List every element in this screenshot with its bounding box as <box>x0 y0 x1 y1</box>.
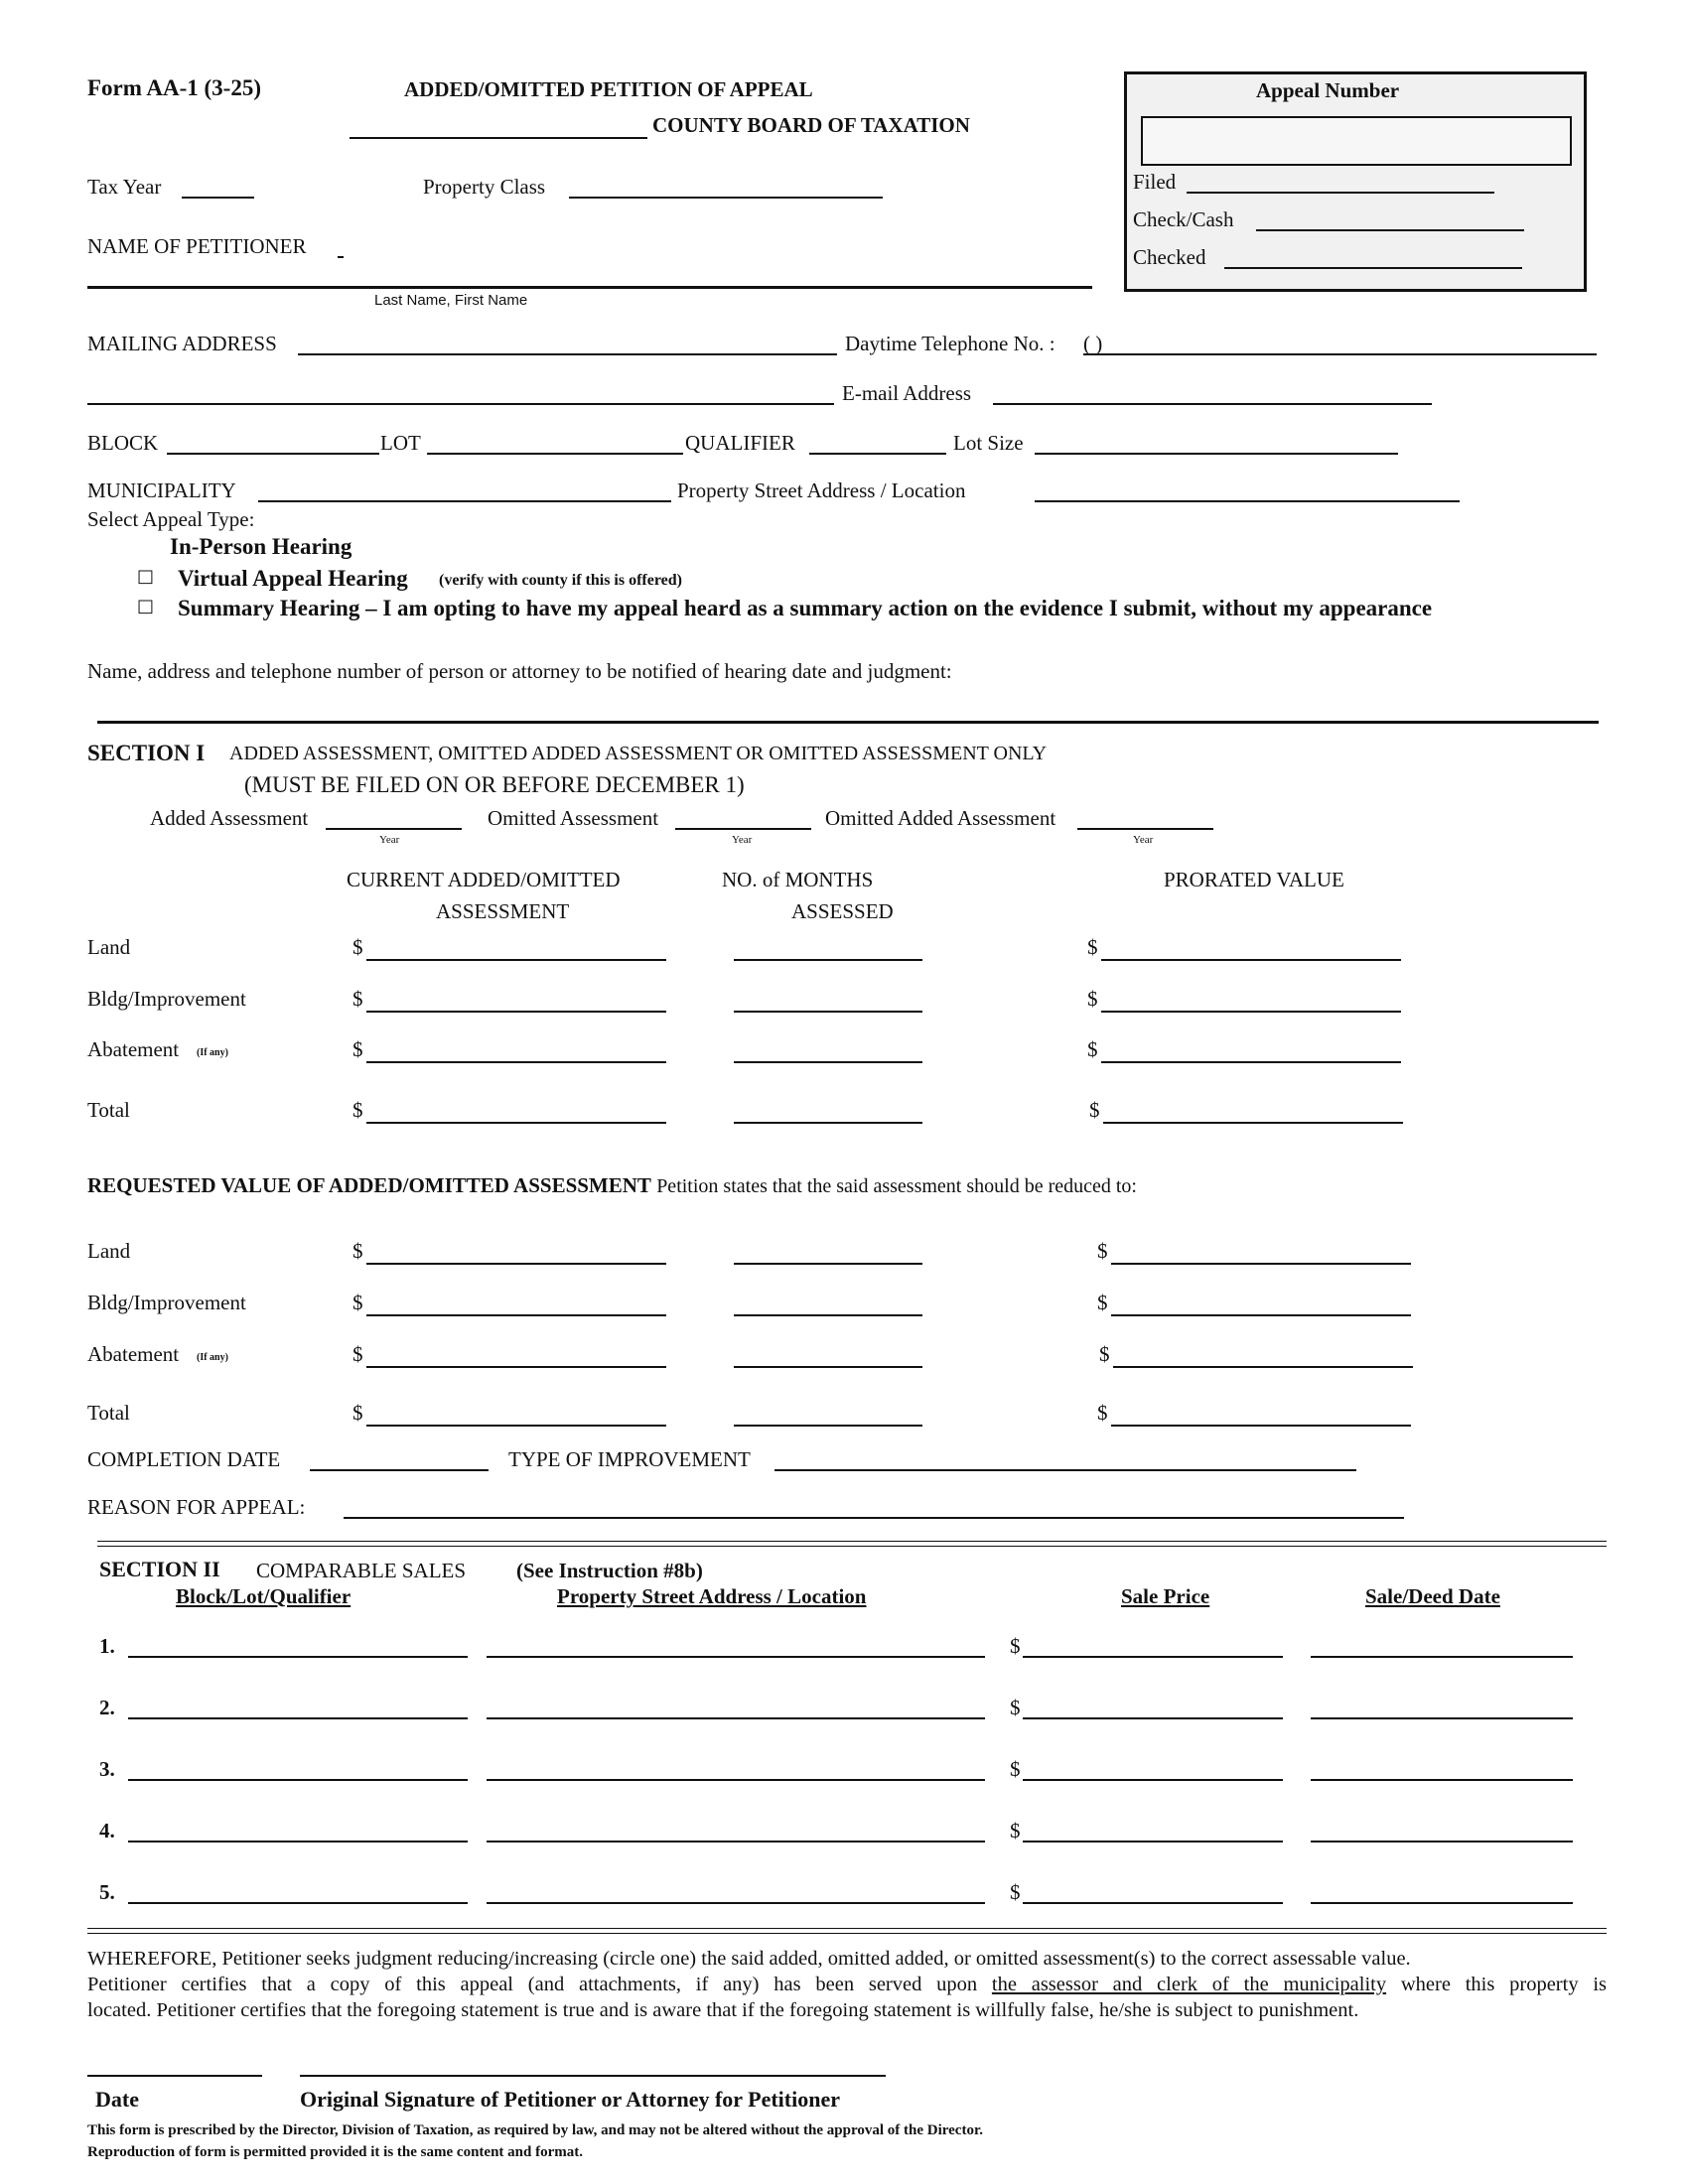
col-sale-price: Sale Price <box>1121 1584 1210 1608</box>
daytime-phone-line <box>1083 353 1597 355</box>
current-prorated-value-line[interactable] <box>1101 959 1401 961</box>
email-line <box>993 403 1432 405</box>
comparable-sale-price-line[interactable] <box>1023 1656 1283 1658</box>
comparable-dollar-sign: $ <box>1010 1757 1021 1781</box>
type-improvement-label: TYPE OF IMPROVEMENT <box>508 1447 751 1471</box>
omitted-year-line[interactable] <box>675 828 811 830</box>
current-dollar-sign: $ <box>1087 1037 1098 1061</box>
name-label-tick <box>338 256 344 258</box>
comparable-sale-price-line[interactable] <box>1023 1779 1283 1781</box>
col-months-label-1: NO. of MONTHS <box>722 868 874 891</box>
email-input[interactable] <box>993 377 1438 401</box>
checked-label: Checked <box>1133 245 1206 269</box>
name-hint: Last Name, First Name <box>374 292 528 309</box>
certification-line-1: WHEREFORE, Petitioner seeks judgment reducing/increasing (circle one) the said added, omitted added, or omitted assessment(s) to the correct assessable value. <box>87 1948 1411 1970</box>
requested-dollar-sign: $ <box>352 1401 363 1425</box>
current-months-line[interactable] <box>734 1011 922 1013</box>
street-address-line <box>1035 500 1460 502</box>
check-cash-line[interactable] <box>1256 229 1524 231</box>
lot-size-line <box>1035 453 1398 455</box>
comparable-row-number: 5. <box>99 1880 115 1904</box>
comparable-sale-price-line[interactable] <box>1023 1717 1283 1719</box>
section2-description: COMPARABLE SALES <box>256 1559 467 1582</box>
county-name-input[interactable] <box>350 105 655 135</box>
board-title: COUNTY BOARD OF TAXATION <box>652 113 970 137</box>
col-months-label-2: ASSESSED <box>791 899 894 923</box>
type-improvement-input[interactable] <box>774 1443 1362 1467</box>
current-current-value-line[interactable] <box>366 1122 666 1124</box>
section2-divider-top <box>97 1541 1607 1547</box>
reason-line <box>344 1517 1404 1519</box>
added-assessment-label: Added Assessment <box>150 806 309 830</box>
requested-prorated-value-line[interactable] <box>1111 1425 1411 1427</box>
block-label: BLOCK <box>87 431 159 455</box>
tax-year-input[interactable] <box>182 171 261 195</box>
comparable-sale-price-line[interactable] <box>1023 1902 1283 1904</box>
comparable-block-lot-line[interactable] <box>128 1902 468 1904</box>
current-current-value-line[interactable] <box>366 1011 666 1013</box>
comparable-sale-date-line[interactable] <box>1311 1902 1573 1904</box>
qualifier-label: QUALIFIER <box>685 431 795 455</box>
certification-line-2a: Petitioner certifies that a copy of this appeal (and attachments, if any) has been served upon <box>87 1974 978 1995</box>
form-title: ADDED/OMITTED PETITION OF APPEAL <box>404 77 813 101</box>
certification-line-3: located. Petitioner certifies that the foregoing statement is true and is aware that if the foregoing statement is willfully false, he/she is subject to punishment. <box>87 1999 1359 2021</box>
lot-line <box>427 453 683 455</box>
appeal-number-field[interactable] <box>1141 116 1572 166</box>
mailing-address-line2-input[interactable] <box>87 377 840 401</box>
summary-hearing-option[interactable]: Summary Hearing – I am opting to have my appeal heard as a summary action on the evidence I submit, without my appearance <box>178 596 1433 620</box>
property-class-line <box>569 197 883 199</box>
comparable-dollar-sign: $ <box>1010 1880 1021 1904</box>
signature-line[interactable] <box>300 2075 886 2077</box>
summary-checkbox[interactable]: □ <box>137 596 155 616</box>
current-row-label: Bldg/Improvement <box>87 987 246 1011</box>
footer-line-2: Reproduction of form is permitted provided it is the same content and format. <box>87 2144 583 2160</box>
requested-value-heading: REQUESTED VALUE OF ADDED/OMITTED ASSESSMENT <box>87 1173 651 1197</box>
requested-current-value-line[interactable] <box>366 1425 666 1427</box>
completion-date-line <box>310 1469 489 1471</box>
petitioner-name-label: NAME OF PETITIONER <box>87 234 307 258</box>
current-dollar-sign: $ <box>352 987 363 1011</box>
section2-heading: SECTION II <box>99 1557 220 1581</box>
petitioner-name-line <box>87 286 1092 289</box>
col-current-label-1: CURRENT ADDED/OMITTED <box>347 868 621 891</box>
comparable-sale-date-line[interactable] <box>1311 1841 1573 1843</box>
comparable-block-lot-line[interactable] <box>128 1841 468 1843</box>
street-address-label: Property Street Address / Location <box>677 478 966 502</box>
comparable-row-number: 1. <box>99 1634 115 1658</box>
comparable-address-line[interactable] <box>487 1656 985 1658</box>
section2-instruction: (See Instruction #8b) <box>516 1559 703 1582</box>
lot-size-input[interactable] <box>1035 427 1404 451</box>
block-line <box>167 453 379 455</box>
requested-row-label: Bldg/Improvement <box>87 1291 246 1314</box>
current-prorated-value-line[interactable] <box>1101 1011 1401 1013</box>
requested-dollar-sign: $ <box>1097 1291 1108 1314</box>
col-sale-deed-date: Sale/Deed Date <box>1365 1584 1500 1608</box>
mailing-address-label: MAILING ADDRESS <box>87 332 277 355</box>
mailing-address-input[interactable] <box>298 328 842 351</box>
signature-label: Original Signature of Petitioner or Attorney for Petitioner <box>300 2087 840 2112</box>
mailing-address-line2 <box>87 403 834 405</box>
comparable-row-number: 4. <box>99 1819 115 1843</box>
lot-label: LOT <box>380 431 421 455</box>
lot-input[interactable] <box>427 427 689 451</box>
footer-line-1: This form is prescribed by the Director, Division of Taxation, as required by law, and may not be altered without the approval of the Director. <box>87 2122 983 2138</box>
omitted-added-assessment-label: Omitted Added Assessment <box>825 806 1056 830</box>
comparable-dollar-sign: $ <box>1010 1819 1021 1843</box>
completion-date-label: COMPLETION DATE <box>87 1447 281 1471</box>
municipality-input[interactable] <box>258 475 677 498</box>
certification-text <box>87 1946 1607 2023</box>
added-year-line[interactable] <box>326 828 462 830</box>
comparable-sale-date-line[interactable] <box>1311 1656 1573 1658</box>
comparable-address-line[interactable] <box>487 1779 985 1781</box>
requested-dollar-sign: $ <box>1097 1401 1108 1425</box>
qualifier-input[interactable] <box>809 427 952 451</box>
requested-prorated-value-line[interactable] <box>1113 1366 1413 1368</box>
requested-if-any-note: (If any) <box>197 1352 228 1363</box>
virtual-checkbox[interactable]: □ <box>137 566 155 587</box>
comparable-sale-date-line[interactable] <box>1311 1717 1573 1719</box>
col-prorated-label: PRORATED VALUE <box>1164 868 1344 891</box>
filed-label: Filed <box>1133 170 1177 194</box>
certification-line-2b: where this property is <box>1400 1974 1608 1995</box>
comparable-block-lot-line[interactable] <box>128 1717 468 1719</box>
omitted-added-year-line[interactable] <box>1077 828 1213 830</box>
requested-months-line[interactable] <box>734 1263 922 1265</box>
appeal-type-label: Select Appeal Type: <box>87 507 255 531</box>
comparable-address-line[interactable] <box>487 1902 985 1904</box>
form-id: Form AA-1 (3-25) <box>87 75 262 100</box>
current-dollar-sign: $ <box>352 1098 363 1122</box>
col-property-address: Property Street Address / Location <box>557 1584 867 1608</box>
completion-date-input[interactable] <box>310 1443 494 1467</box>
omitted-assessment-label: Omitted Assessment <box>488 806 659 830</box>
requested-months-line[interactable] <box>734 1425 922 1427</box>
daytime-phone-label: Daytime Telephone No. : <box>845 332 1055 355</box>
comparable-block-lot-line[interactable] <box>128 1779 468 1781</box>
comparable-block-lot-line[interactable] <box>128 1656 468 1658</box>
comparable-dollar-sign: $ <box>1010 1696 1021 1719</box>
requested-months-line[interactable] <box>734 1314 922 1316</box>
omitted-added-year-caption: Year <box>1133 834 1154 846</box>
tax-year-line <box>182 197 254 199</box>
current-if-any-note: (If any) <box>197 1047 228 1058</box>
county-name-line <box>350 137 647 139</box>
current-row-label: Total <box>87 1098 130 1122</box>
petitioner-name-input[interactable] <box>87 260 1098 286</box>
appeal-number-label: Appeal Number <box>1256 78 1400 102</box>
section1-heading: SECTION I <box>87 741 206 765</box>
requested-dollar-sign: $ <box>352 1291 363 1314</box>
comparable-address-line[interactable] <box>487 1841 985 1843</box>
current-prorated-value-line[interactable] <box>1103 1122 1403 1124</box>
requested-prorated-value-line[interactable] <box>1111 1314 1411 1316</box>
requested-row-label: Land <box>87 1239 131 1263</box>
property-class-input[interactable] <box>569 171 890 195</box>
comparable-row-number: 3. <box>99 1757 115 1781</box>
date-label: Date <box>95 2087 139 2112</box>
current-dollar-sign: $ <box>352 935 363 959</box>
current-prorated-value-line[interactable] <box>1101 1061 1401 1063</box>
current-row-label: Land <box>87 935 131 959</box>
virtual-hearing-option[interactable]: Virtual Appeal Hearing <box>178 566 408 591</box>
requested-dollar-sign: $ <box>1097 1239 1108 1263</box>
mailing-address-line <box>298 353 837 355</box>
office-use-box <box>1124 71 1587 292</box>
in-person-hearing-option[interactable]: In-Person Hearing <box>170 534 352 559</box>
omitted-year-caption: Year <box>732 834 753 846</box>
section1-description: ADDED ASSESSMENT, OMITTED ADDED ASSESSMENT OR OMITTED ASSESSMENT ONLY <box>229 743 1048 764</box>
notify-input[interactable] <box>97 693 1605 719</box>
check-cash-label: Check/Cash <box>1133 207 1234 231</box>
street-address-input[interactable] <box>1035 475 1466 498</box>
tax-year-label: Tax Year <box>87 175 162 199</box>
filed-line[interactable] <box>1187 192 1494 194</box>
added-year-caption: Year <box>379 834 400 846</box>
reason-label: REASON FOR APPEAL: <box>87 1495 306 1519</box>
requested-prorated-value-line[interactable] <box>1111 1263 1411 1265</box>
comparable-dollar-sign: $ <box>1010 1634 1021 1658</box>
current-dollar-sign: $ <box>1089 1098 1100 1122</box>
qualifier-line <box>809 453 946 455</box>
current-dollar-sign: $ <box>352 1037 363 1061</box>
requested-row-label: Abatement <box>87 1342 180 1366</box>
virtual-hearing-note: (verify with county if this is offered) <box>439 572 682 589</box>
current-months-line[interactable] <box>734 1061 922 1063</box>
requested-dollar-sign: $ <box>352 1239 363 1263</box>
property-class-label: Property Class <box>423 175 546 199</box>
current-dollar-sign: $ <box>1087 935 1098 959</box>
date-line[interactable] <box>87 2075 262 2077</box>
comparable-sale-date-line[interactable] <box>1311 1779 1573 1781</box>
requested-current-value-line[interactable] <box>366 1263 666 1265</box>
notify-line <box>97 721 1599 724</box>
requested-months-line[interactable] <box>734 1366 922 1368</box>
comparable-sale-price-line[interactable] <box>1023 1841 1283 1843</box>
requested-current-value-line[interactable] <box>366 1366 666 1368</box>
email-label: E-mail Address <box>842 381 972 405</box>
current-current-value-line[interactable] <box>366 1061 666 1063</box>
section1-deadline: (MUST BE FILED ON OR BEFORE DECEMBER 1) <box>244 772 745 797</box>
notify-label: Name, address and telephone number of person or attorney to be notified of hearing date and judgment: <box>87 659 952 683</box>
type-improvement-line <box>774 1469 1356 1471</box>
comparable-address-line[interactable] <box>487 1717 985 1719</box>
current-months-line[interactable] <box>734 1122 922 1124</box>
col-block-lot-qualifier: Block/Lot/Qualifier <box>176 1584 352 1608</box>
municipality-label: MUNICIPALITY <box>87 478 236 502</box>
daytime-phone-input[interactable] <box>1083 328 1603 351</box>
current-current-value-line[interactable] <box>366 959 666 961</box>
requested-current-value-line[interactable] <box>366 1314 666 1316</box>
municipality-line <box>258 500 671 502</box>
requested-value-description: Petition states that the said assessment should be reduced to: <box>656 1175 1137 1197</box>
current-row-label: Abatement <box>87 1037 180 1061</box>
assessor-clerk-link: the assessor and clerk of the municipality <box>991 1974 1387 1995</box>
col-current-label-2: ASSESSMENT <box>436 899 570 923</box>
reason-input[interactable] <box>344 1491 1410 1515</box>
current-dollar-sign: $ <box>1087 987 1098 1011</box>
requested-dollar-sign: $ <box>352 1342 363 1366</box>
phone-area-code: ( ) <box>1083 332 1103 355</box>
block-input[interactable] <box>167 427 387 451</box>
checked-line[interactable] <box>1224 267 1522 269</box>
current-months-line[interactable] <box>734 959 922 961</box>
lot-size-label: Lot Size <box>953 431 1024 455</box>
requested-row-label: Total <box>87 1401 130 1425</box>
comparable-row-number: 2. <box>99 1696 115 1719</box>
requested-dollar-sign: $ <box>1099 1342 1110 1366</box>
section2-divider-bottom <box>87 1928 1607 1934</box>
